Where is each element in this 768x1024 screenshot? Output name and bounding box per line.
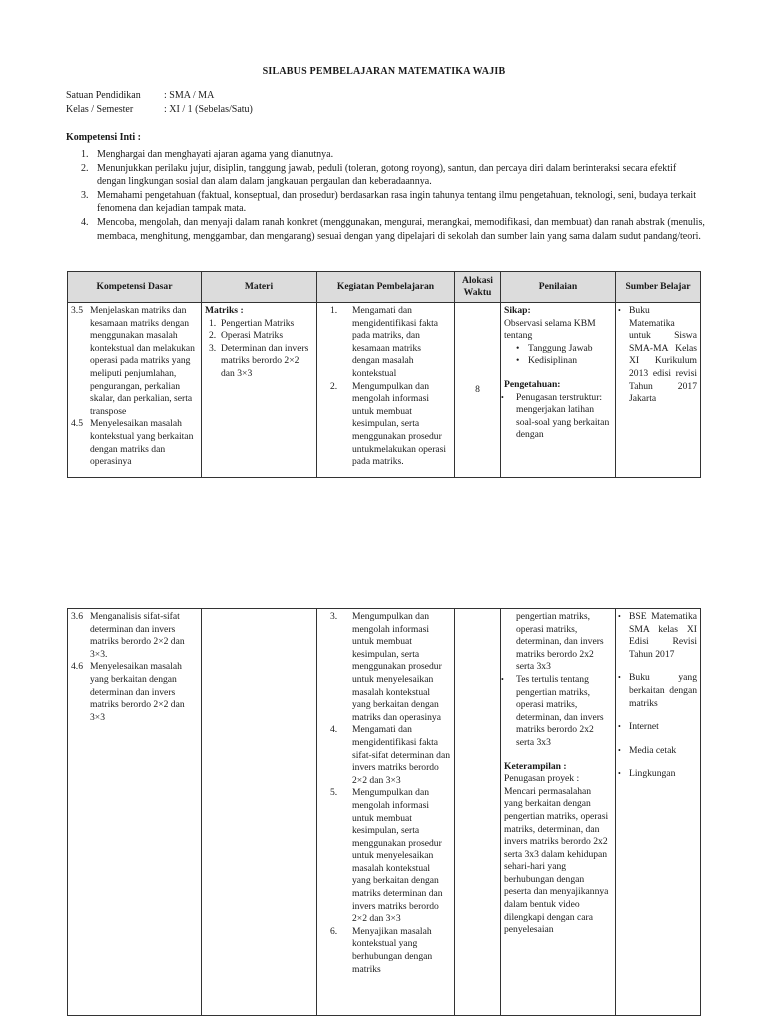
penilaian-test-item: • Tes tertulis tentang pengertian matriks, operasi matriks, determinan, dan invers matriks berordo 2x2 serta 3x3 xyxy=(501,673,604,748)
header-sumber: Sumber Belajar xyxy=(616,272,701,303)
kegiatan-item: 4. Mengamati dan mengidentifikasi fakta sifat-sifat determinan dan invers matriks berordo 2×2 dan 3×3 xyxy=(330,724,451,786)
kegiatan-cell xyxy=(317,609,455,1016)
sumber-item: • Buku Matematika untuk Siswa SMA-MA Kelas XI Kurikulum 2013 edisi revisi Tahun 2017 Jakarta xyxy=(618,305,697,405)
kompetensi-inti-heading: Kompetensi Inti : xyxy=(66,132,141,143)
header-alokasi: Alokasi Waktu xyxy=(455,272,501,303)
header-materi: Materi xyxy=(202,272,317,303)
kegiatan-item: 2. Mengumpulkan dan mengolah informasi untuk membuat kesimpulan, serta menggunakan prosedur untukmelakukan operasi pada matriks. xyxy=(330,380,447,468)
alokasi-cell xyxy=(455,609,501,1016)
meta-row-satuan xyxy=(66,89,214,102)
sumber-item: • Buku yang berkaitan dengan matriks xyxy=(618,672,697,709)
kegiatan-item: 5. Mengumpulkan dan mengolah informasi untuk membuat kesimpulan, serta menggunakan prosedur untuk menyelesaikan masalah kontekstual yang berkaitan dengan matriks determinan dan invers matriks berordo 2×2 dan 3×3 xyxy=(330,787,443,925)
penilaian-cell xyxy=(501,609,616,1016)
meta-row-kelas xyxy=(66,103,253,116)
kd-item: 4.5 Menyelesaikan masalah kontekstual yang berkaitan dengan matriks dan operasinya xyxy=(71,418,194,468)
meta-value: : XI / 1 (Sebelas/Satu) xyxy=(164,104,253,115)
kd-cell xyxy=(68,609,202,1016)
sumber-item: • BSE Matematika SMA kelas XI Edisi Revisi Tahun 2017 xyxy=(618,611,697,660)
kegiatan-cell xyxy=(317,303,455,478)
header-kegiatan: Kegiatan Pembelajaran xyxy=(317,272,455,303)
materi-item: 1. Pengertian Matriks xyxy=(209,317,295,329)
document-title: SILABUS PEMBELAJARAN MATEMATIKA WAJIB xyxy=(262,66,506,77)
kd-item: 4.6 Menyelesaikan masalah yang berkaitan dengan determinan dan invers matriks berordo 2×2 dan 3×3 xyxy=(71,661,185,723)
sikap-title: Sikap: xyxy=(504,305,531,316)
header-penilaian: Penilaian xyxy=(501,272,616,303)
kegiatan-item: 6. Menyajikan masalah kontekstual yang berhubungan dengan matriks xyxy=(330,925,433,975)
alokasi-cell: 8 xyxy=(455,303,501,478)
pengetahuan-title: Pengetahuan: xyxy=(504,378,561,390)
kompetensi-inti-item: 2. Menunjukkan perilaku jujur, disiplin, tanggung jawab, peduli (toleran, gotong royong), santun, dan percaya diri dalam berinteraksi secara efektif dengan lingkungan sosial dan alam dalam jangkauan pergaulan dan keberadaannya. xyxy=(81,162,677,188)
penilaian-continued: pengertian matriks, operasi matriks, determinan, dan invers matriks berordo 2x2 serta 3x3 xyxy=(516,611,604,673)
header-kompetensi-dasar: Kompetensi Dasar xyxy=(68,272,202,303)
sikap-item: • Tanggung Jawab xyxy=(516,342,593,354)
kegiatan-item: 3. Mengumpulkan dan mengolah informasi untuk membuat kesimpulan, serta menggunakan prosedur untuk menyelesaikan masalah kontekstual yang berkaitan dengan matriks dan operasinya xyxy=(330,611,442,723)
sumber-item: • Lingkungan xyxy=(618,768,676,780)
materi-item: 3. Determinan dan invers matriks berordo 2×2 dan 3×3 xyxy=(209,342,309,379)
kompetensi-inti-item: 1. Menghargai dan menghayati ajaran agama yang dianutnya. xyxy=(81,149,334,160)
sumber-cell xyxy=(616,609,701,1016)
kd-item: 3.6 Menganalisis sifat-sifat determinan dan invers matriks berordo 2×2 dan 3×3. xyxy=(71,611,185,660)
keterampilan-title: Keterampilan : xyxy=(504,760,567,772)
sumber-item: • Internet xyxy=(618,721,659,733)
kompetensi-inti-item: 4. Mencoba, mengolah, dan menyaji dalam ranah konkret (menggunakan, mengurai, merangkai, memodifikasi, dan membuat) dan ranah abstrak (menulis, membaca, menghitung, menggambar, dan mengarang) sesuai dengan yang dipelajari di sekolah dan sumber lain yang sama dalam sudut pandang/teori. xyxy=(81,216,705,242)
meta-label: Satuan Pendidikan xyxy=(66,90,141,101)
kompetensi-inti-item: 3. Memahami pengetahuan (faktual, konseptual, dan prosedur) berdasarkan rasa ingin tahunya tentang ilmu pengetahuan, teknologi, seni, budaya terkait fenomena dan kejadian tampak mata. xyxy=(81,189,696,215)
materi-cell xyxy=(202,609,317,1016)
syllabus-table-part-2 xyxy=(67,608,701,1016)
penilaian-cell xyxy=(501,303,616,478)
keterampilan-text: Penugasan proyek : Mencari permasalahan yang berkaitan dengan pengertian matriks, operasi matriks, determinan, dan invers matriks berordo 2x2 serta 3x3 dalam kehidupan sehari-hari yang berhubungan dengan peserta dan menyajikannya dalam bentuk video dilengkapi dengan cara penyelesaian xyxy=(504,773,609,936)
kd-item: 3.5 Menjelaskan matriks dan kesamaan matriks dengan menggunakan masalah kontekstual dan melakukan operasi pada matriks yang meliputi penjumlahan, pengurangan, perkalian skalar, dan perkalian, serta transpose xyxy=(71,305,195,417)
meta-value: : SMA / MA xyxy=(164,90,215,101)
meta-label: Kelas / Semester xyxy=(66,104,134,115)
kegiatan-item: 1. Mengamati dan mengidentifikasi fakta pada matriks, dan kesamaan matriks dengan masalah kontekstual xyxy=(330,305,439,379)
syllabus-table-part-1 xyxy=(67,271,701,478)
sikap-intro: Observasi selama KBM tentang xyxy=(504,317,596,342)
sikap-item: • Kedisiplinan xyxy=(516,355,578,367)
materi-title: Matriks : xyxy=(205,305,244,316)
sumber-item: • Media cetak xyxy=(618,744,677,756)
materi-cell xyxy=(202,303,317,478)
kompetensi-inti-list xyxy=(66,148,706,243)
pengetahuan-item: • Penugasan terstruktur: mengerjakan latihan soal-soal yang berkaitan dengan xyxy=(501,391,610,441)
materi-item: 2. Operasi Matriks xyxy=(209,330,284,342)
kd-cell xyxy=(68,303,202,478)
sumber-cell xyxy=(616,303,701,478)
